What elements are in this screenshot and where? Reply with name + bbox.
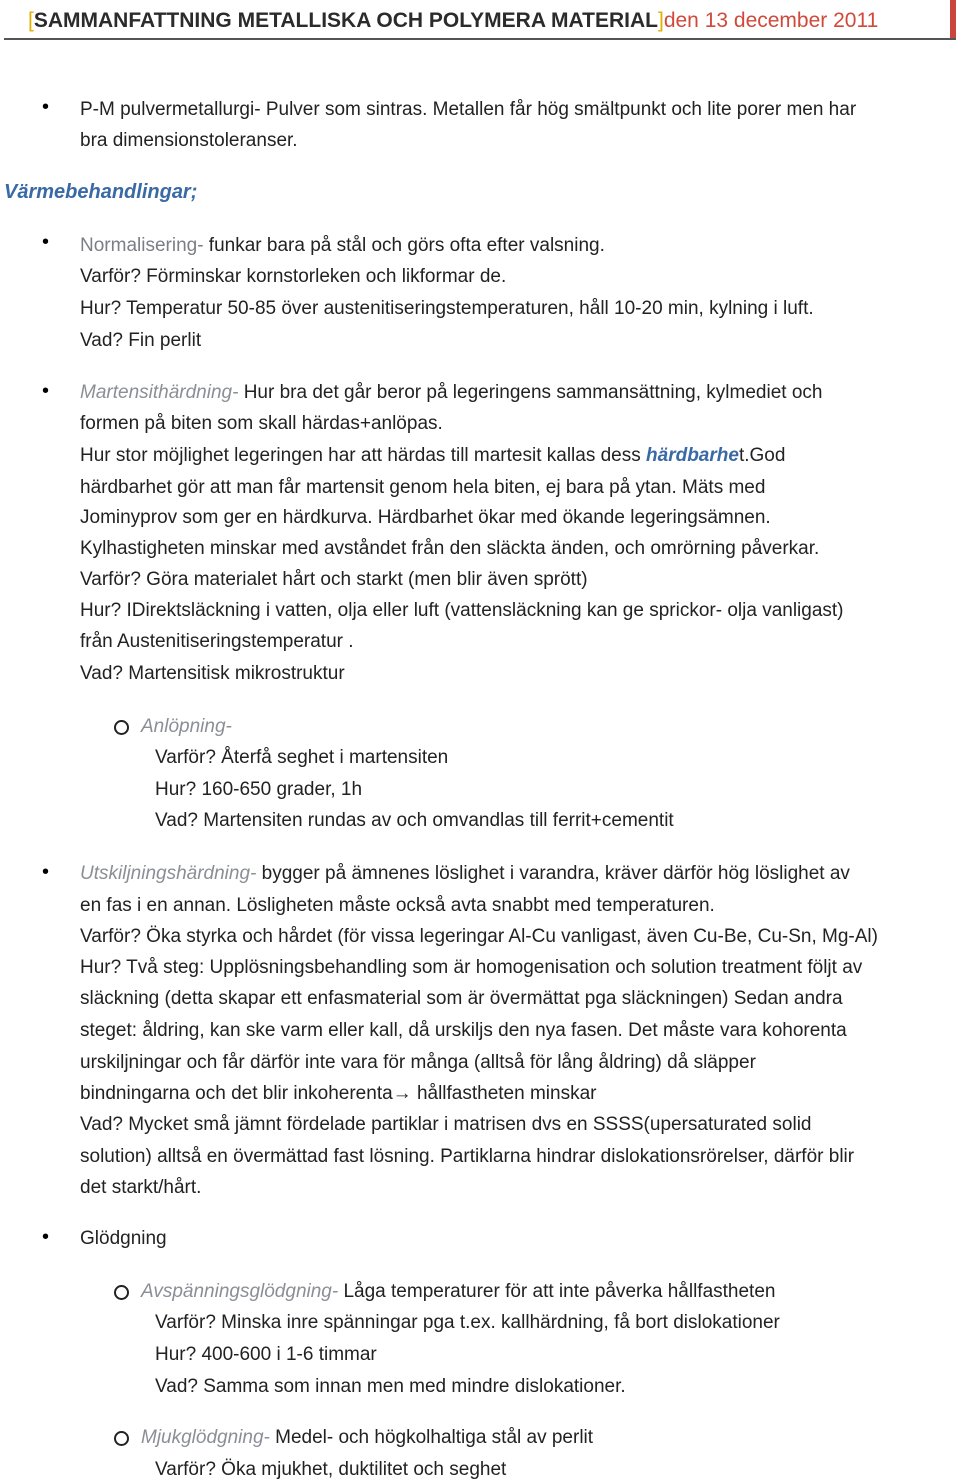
utskiljning-line-11: det starkt/hårt. — [80, 1177, 202, 1198]
normalisering-label: Normalisering- — [80, 235, 204, 256]
utskiljning-line-2: en fas i en annan. Lösligheten måste också avta snabbt med temperaturen. — [80, 895, 715, 916]
bullet-icon: • — [42, 96, 50, 118]
utskiljning-label: Utskiljningshärdning- — [80, 863, 257, 884]
utskiljning-line-5: släckning (detta skapar ett enfasmaterial som är övermättat pga släckningen) Sedan andra — [80, 988, 843, 1009]
avspanning-line-4: Vad? Samma som innan men med mindre dislokationer. — [155, 1376, 626, 1397]
avspanning-text: Låga temperaturer för att inte påverka hållfastheten — [338, 1281, 776, 1302]
mjuk-label: Mjukglödgning- — [141, 1427, 270, 1448]
utskiljning-line-4: Hur? Två steg: Upplösningsbehandling som är homogenisation och solution treatment följt av — [80, 957, 863, 978]
header-bracket-close: ] — [657, 9, 664, 32]
martensit-line-8: Hur? IDirektsläckning i vatten, olja eller luft (vattensläckning kan ge sprickor- olja vanligast) — [80, 600, 844, 621]
utskiljning-line-7: urskiljningar och får därför inte vara för många (alltså för lång åldring) då släpper — [80, 1052, 756, 1073]
circle-bullet-icon — [114, 720, 129, 735]
utskiljning-line-6: steget: åldring, kan ske varm eller kall, då urskiljs den nya fasen. Det måste vara kohorenta — [80, 1020, 847, 1041]
section-heading: Värmebehandlingar; — [4, 181, 198, 203]
circle-bullet-icon — [114, 1285, 129, 1300]
circle-bullet-icon — [114, 1431, 129, 1446]
header-title: SAMMANFATTNING METALLISKA OCH POLYMERA MATERIAL — [33, 9, 658, 32]
martensit-line-5: Jominyprov som ger en härdkurva. Härdbarhet ökar med ökande legeringsämnen. — [80, 507, 771, 528]
anlopning-line-1: Varför? Återfå seghet i martensiten — [155, 747, 449, 768]
anlopning-label: Anlöpning- — [141, 716, 232, 737]
martensit-line-2: formen på biten som skall härdas+anlöpas. — [80, 413, 443, 434]
martensit-line-7: Varför? Göra materialet hårt och starkt (men blir även sprött) — [80, 569, 588, 590]
martensit-line-1 — [80, 382, 822, 404]
martensit-line-3b: t.God — [738, 445, 786, 466]
mjuk-text: Medel- och högkolhaltiga stål av perlit — [269, 1427, 594, 1448]
normalisering-line-3: Hur? Temperatur 50-85 över austenitiseringstemperaturen, håll 10-20 min, kylning i luft. — [80, 298, 814, 319]
martensit-line-3a: Hur stor möjlighet legeringen har att härdas till martesit kallas dess — [80, 445, 647, 466]
bullet-icon: • — [42, 861, 50, 883]
avspanning-line-1 — [141, 1281, 775, 1303]
martensit-line-9: från Austenitiseringstemperatur . — [80, 631, 354, 652]
bullet-icon: • — [42, 231, 50, 253]
normalisering-line-2: Varför? Förminskar kornstorleken och likformar de. — [80, 266, 507, 287]
normalisering-line-1 — [80, 235, 605, 257]
bullet-icon: • — [42, 1226, 50, 1248]
header-bracket-open: [ — [28, 9, 34, 32]
martensit-line-6: Kylhastigheten minskar med avståndet från den släckta änden, och omrörning påverkar. — [80, 538, 820, 559]
martensit-text: Hur bra det går beror på legeringens sammansättning, kylmediet och — [238, 382, 823, 403]
header-text — [28, 9, 878, 33]
martensit-line-4: härdbarhet gör att man får martensit genom hela biten, ej bara på ytan. Mäts med — [80, 477, 766, 498]
pm-line-2: bra dimensionstoleranser. — [80, 130, 298, 151]
hardbarhet-keyword: härdbarhe — [646, 445, 739, 466]
bullet-icon: • — [42, 380, 50, 402]
utskiljning-line-10: solution) alltså en övermättad fast lösning. Partiklarna hindrar dislokationsrörelser, därför blir — [80, 1146, 855, 1167]
header-accent-bar — [950, 0, 956, 38]
utskiljning-line-1 — [80, 863, 850, 885]
normalisering-text: funkar bara på stål och görs ofta efter valsning. — [203, 235, 605, 256]
martensit-label: Martensithärdning- — [80, 382, 239, 403]
utskiljning-text: bygger på ämnenes löslighet i varandra, kräver därför hög löslighet av — [256, 863, 850, 884]
martensit-line-3 — [80, 445, 785, 467]
utskiljning-line-3: Varför? Öka styrka och hårdet (för vissa legeringar Al-Cu vanligast, även Cu-Be, Cu-Sn, Mg-Al) — [80, 926, 878, 947]
page-header — [4, 0, 956, 40]
avspanning-label: Avspänningsglödgning- — [141, 1281, 339, 1302]
glodgning-label: Glödgning — [80, 1228, 167, 1249]
utskiljning-line-8: bindningarna och det blir inkoherenta→ hållfastheten minskar — [80, 1083, 597, 1104]
utskiljning-line-9: Vad? Mycket små jämnt fördelade partiklar i matrisen dvs en SSSS(upersaturated solid — [80, 1114, 812, 1135]
anlopning-line-2: Hur? 160-650 grader, 1h — [155, 779, 363, 800]
normalisering-line-4: Vad? Fin perlit — [80, 330, 202, 351]
martensit-line-10: Vad? Martensitisk mikrostruktur — [80, 663, 345, 684]
avspanning-line-2: Varför? Minska inre spänningar pga t.ex. kallhärdning, få bort dislokationer — [155, 1312, 780, 1333]
mjuk-line-1 — [141, 1427, 593, 1449]
avspanning-line-3: Hur? 400-600 i 1-6 timmar — [155, 1344, 377, 1365]
mjuk-line-2: Varför? Öka mjukhet, duktilitet och seghet — [155, 1459, 507, 1480]
anlopning-line-3: Vad? Martensiten rundas av och omvandlas till ferrit+cementit — [155, 810, 674, 831]
pm-line-1: P-M pulvermetallurgi- Pulver som sintras. Metallen får hög smältpunkt och lite porer men har — [80, 99, 857, 120]
header-date: den 13 december 2011 — [663, 9, 879, 32]
